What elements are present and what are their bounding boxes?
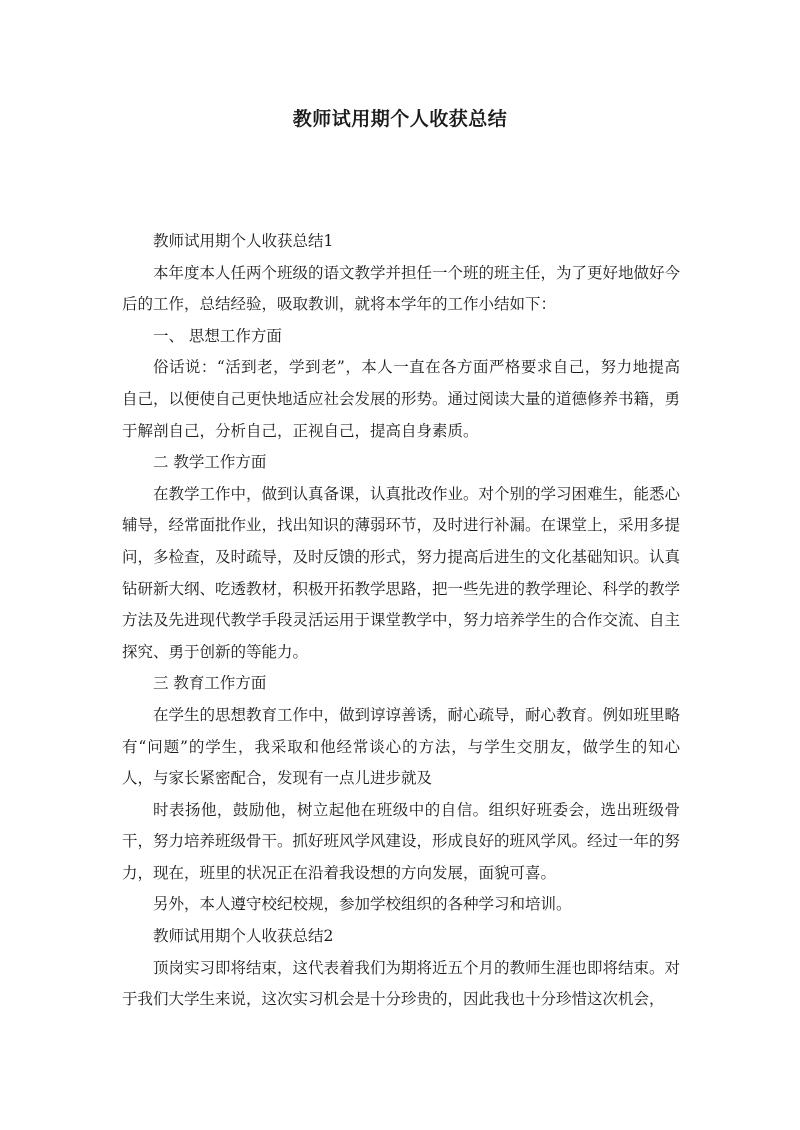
paragraph-education-work-1: 在学生的思想教育工作中，做到谆谆善诱，耐心疏导，耐心教育。例如班里略有“问题”的学生，我采取和他经常谈心的方法，与学生交朋友，做学生的知心人，与家长紧密配合，发现有一点儿进步就及 bbox=[122, 705, 681, 788]
paragraph-intro: 本年度本人任两个班级的语文教学并担任一个班的班主任，为了更好地做好今后的工作，总结经验，吸取教训，就将本学年的工作小结如下： bbox=[122, 263, 681, 314]
subheading-thought-work: 一、 思想工作方面 bbox=[153, 326, 282, 345]
subheading-teaching-work: 二 教学工作方面 bbox=[153, 453, 267, 472]
paragraph-thought-work: 俗话说：“活到老，学到老”，本人一直在各方面严格要求自己，努力地提高自己，以便使自己更快地适应社会发展的形势。通过阅读大量的道德修养书籍，勇于解剖自己，分析自己，正视自己，提高自身素质。 bbox=[122, 358, 681, 440]
paragraph-teaching-work: 在教学工作中，做到认真备课，认真批改作业。对个别的学习困难生，能悉心辅导，经常面批作业，找出知识的薄弱环节，及时进行补漏。在课堂上，采用多提问，多检查，及时疏导，及时反馈的形式，努力提高后进生的文化基础知识。认真钻研新大纲、吃透教材，积极开拓教学思路，把一些先进的教学理论、科学的教学方法及先进现代教学手段灵活运用于课堂教学中，努力培养学生的合作交流、自主探究、勇于创新的等能力。 bbox=[122, 484, 681, 661]
document-body bbox=[122, 226, 680, 1016]
paragraph-other: 另外，本人遵守校纪校规，参加学校组织的各种学习和培训。 bbox=[153, 895, 572, 914]
paragraph-education-work-2: 时表扬他，鼓励他，树立起他在班级中的自信。组织好班委会，选出班级骨干，努力培养班级骨干。抓好班风学风建设，形成良好的班风学风。经过一年的努力，现在，班里的状况正在沿着我设想的方向发展，面貌可喜。 bbox=[122, 800, 681, 882]
subheading-education-work: 三 教育工作方面 bbox=[153, 674, 267, 693]
section-heading-1: 教师试用期个人收获总结1 bbox=[153, 232, 334, 250]
section-heading-2: 教师试用期个人收获总结2 bbox=[153, 927, 334, 946]
paragraph-internship: 顶岗实习即将结束，这代表着我们为期将近五个月的教师生涯也即将结束。对于我们大学生来说，这次实习机会是十分珍贵的，因此我也十分珍惜这次机会， bbox=[122, 958, 681, 1009]
document-title: 教师试用期个人收获总结 bbox=[292, 108, 508, 130]
